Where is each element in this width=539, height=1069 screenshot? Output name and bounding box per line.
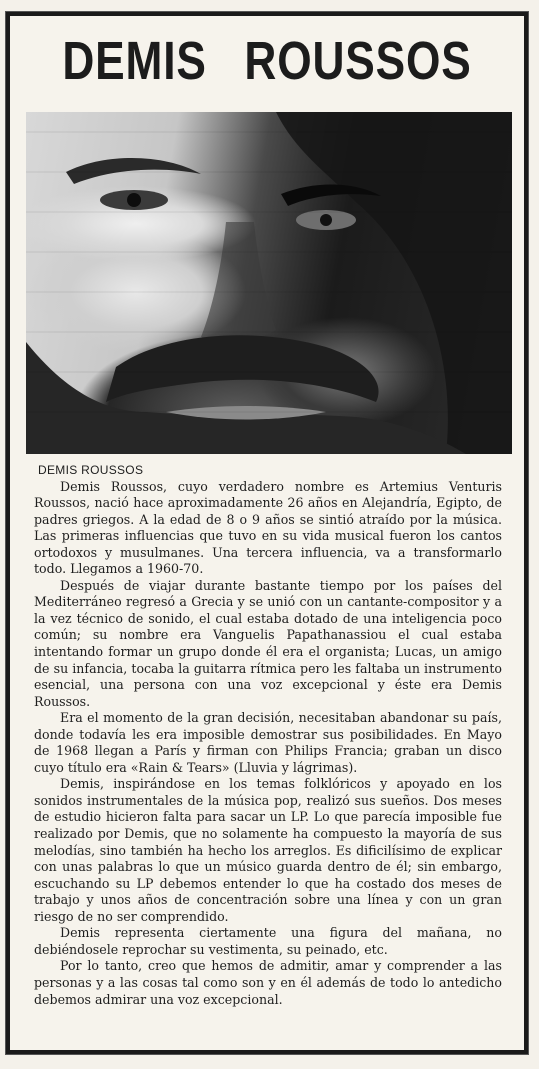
left-eyebrow — [66, 158, 201, 184]
portrait-photo — [26, 112, 512, 454]
paragraph-5: Demis representa ciertamente una figura del mañana, no debiéndosele reprochar su vestimenta, su peinado, etc. — [34, 925, 502, 957]
mustache — [106, 335, 379, 402]
article-caption: DEMIS ROUSSOS — [38, 463, 144, 477]
paragraph-6: Por lo tanto, creo que hemos de admitir, amar y comprender a las personas y a las cosas tal como son y en él además de todo lo antedicho debemos admirar una voz excepcional. — [34, 958, 502, 1007]
headline: DEMIS ROUSSOS — [62, 31, 472, 91]
hair-shape — [276, 112, 512, 454]
newspaper-clipping — [6, 12, 528, 1054]
paragraph-2: Después de viajar durante bastante tiempo por los países del Mediterráneo regresó a Grecia y se unió con un cantante-compositor y a la vez técnico de sonido, el cual estaba dotado de una inteligencia poco común; su nombre era Vanguelis Papathanassiou el cual estaba intentando formar un grupo donde él era el organista; Lucas, un amigo de su infancia, tocaba la guitarra rítmica pero les faltaba un instrumento esencial, una persona con una voz excepcional y éste era Demis Roussos. — [34, 577, 502, 709]
paragraph-4: Demis, inspirándose en los temas folklóricos y apoyado en los sonidos instrumentales de la música pop, realizó sus sueños. Dos meses de estudio hicieron falta para sacar un LP. Lo que parecía imposible fue realizado por Demis, que no solamente ha compuesto la mayoría de sus melodías, sino también ha hecho los arreglos. Es dificilísimo de explicar con unas palabras lo que un músico guarda dentro de él; sin embargo, escuchando su LP debemos entender lo que ha costado dos meses de trabajo y unos años de concentración sobre una línea y con un gran riesgo de no ser comprendido. — [34, 776, 502, 924]
portrait-illustration — [26, 112, 512, 454]
article-body — [34, 462, 502, 1008]
paragraph-3: Era el momento de la gran decisión, necesitaban abandonar su país, donde todavía les era imposible demostrar sus posibilidades. En Mayo de 1968 llegan a París y firman con Philips Francia; graban un disco cuyo título era «Rain & Tears» (Lluvia y lágrimas). — [34, 710, 502, 775]
paragraph-1: Demis Roussos, cuyo verdadero nombre es Artemius Venturis Roussos, nació hace aproximadamente 26 años en Alejandría, Egipto, de padres griegos. A la edad de 8 o 9 años se sintió atraído por la música. Las primeras influencias que tuvo en su vida musical fueron los cantos ortodoxos y musulmanes. Una tercera influencia, va a transformarlo todo. Llegamos a 1960-70. — [34, 478, 502, 577]
nose — [201, 222, 276, 341]
